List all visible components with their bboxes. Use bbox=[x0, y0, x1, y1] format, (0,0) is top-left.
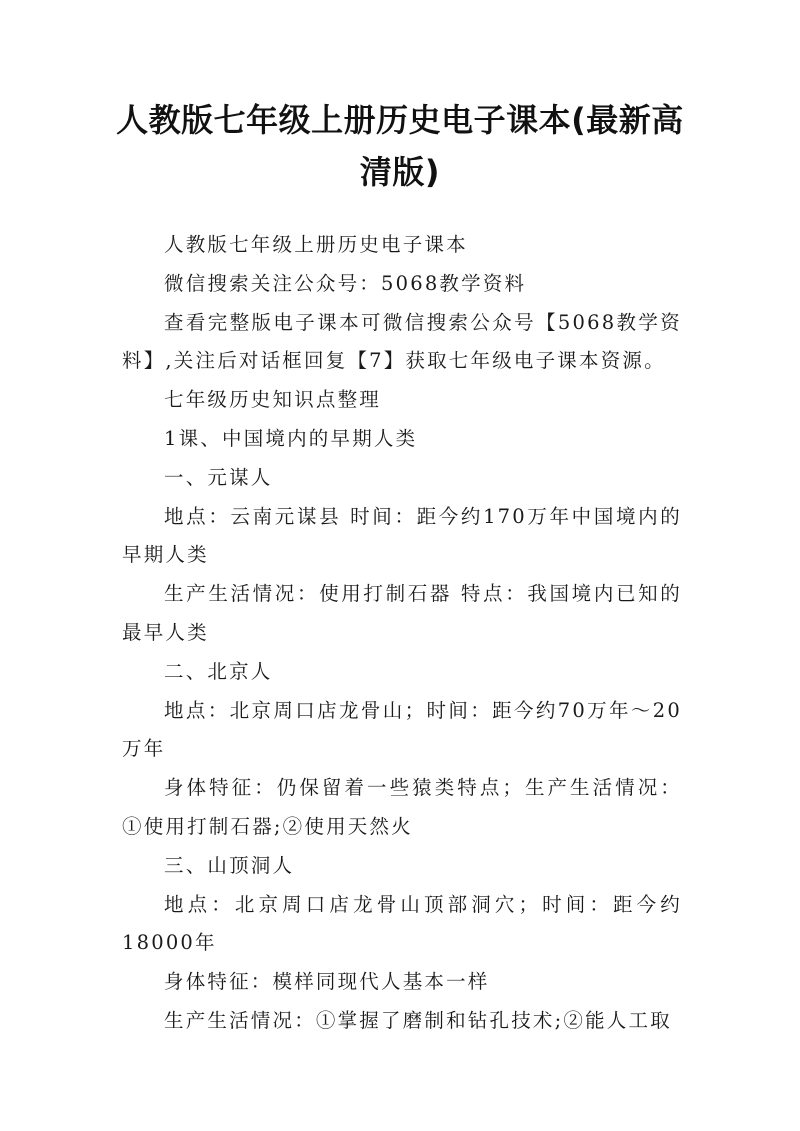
subheading-upper-cave-man: 三、山顶洞人 bbox=[164, 853, 295, 877]
paragraph-full-version-note: 查看完整版电子课本可微信搜索公众号【5068教学资料】,关注后对话框回复【7】获取七年级电子课本资源。 bbox=[122, 310, 682, 373]
section-heading-knowledge-points: 七年级历史知识点整理 bbox=[164, 388, 382, 412]
subheading-yuanmou-man: 一、元谋人 bbox=[164, 465, 273, 489]
subheading-peking-man: 二、北京人 bbox=[164, 659, 273, 683]
paragraph-peking-location: 地点：北京周口店龙骨山；时间：距今约70万年～20万年 bbox=[122, 698, 682, 761]
paragraph-wechat-account: 微信搜索关注公众号：5068教学资料 bbox=[164, 271, 527, 295]
document-title: 人教版七年级上册历史电子课本(最新高清版) bbox=[116, 101, 684, 191]
paragraph-yuanmou-location: 地点：云南元谋县 时间：距今约170万年中国境内的早期人类 bbox=[122, 504, 682, 567]
lesson-heading: 1课、中国境内的早期人类 bbox=[164, 426, 418, 450]
paragraph-upper-cave-location: 地点：北京周口店龙骨山顶部洞穴；时间：距今约18000年 bbox=[122, 892, 682, 955]
paragraph-upper-cave-features: 身体特征：模样同现代人基本一样 bbox=[164, 970, 490, 994]
paragraph-yuanmou-life: 生产生活情况：使用打制石器 特点：我国境内已知的最早人类 bbox=[122, 582, 682, 644]
paragraph-peking-features: 身体特征：仍保留着一些猿类特点；生产生活情况：①使用打制石器;②使用天然火 bbox=[122, 776, 682, 838]
paragraph-upper-cave-life: 生产生活情况：①掌握了磨制和钻孔技术;②能人工取 bbox=[164, 1008, 672, 1032]
paragraph-ebook-name: 人教版七年级上册历史电子课本 bbox=[164, 233, 468, 256]
document-body bbox=[122, 226, 682, 1041]
